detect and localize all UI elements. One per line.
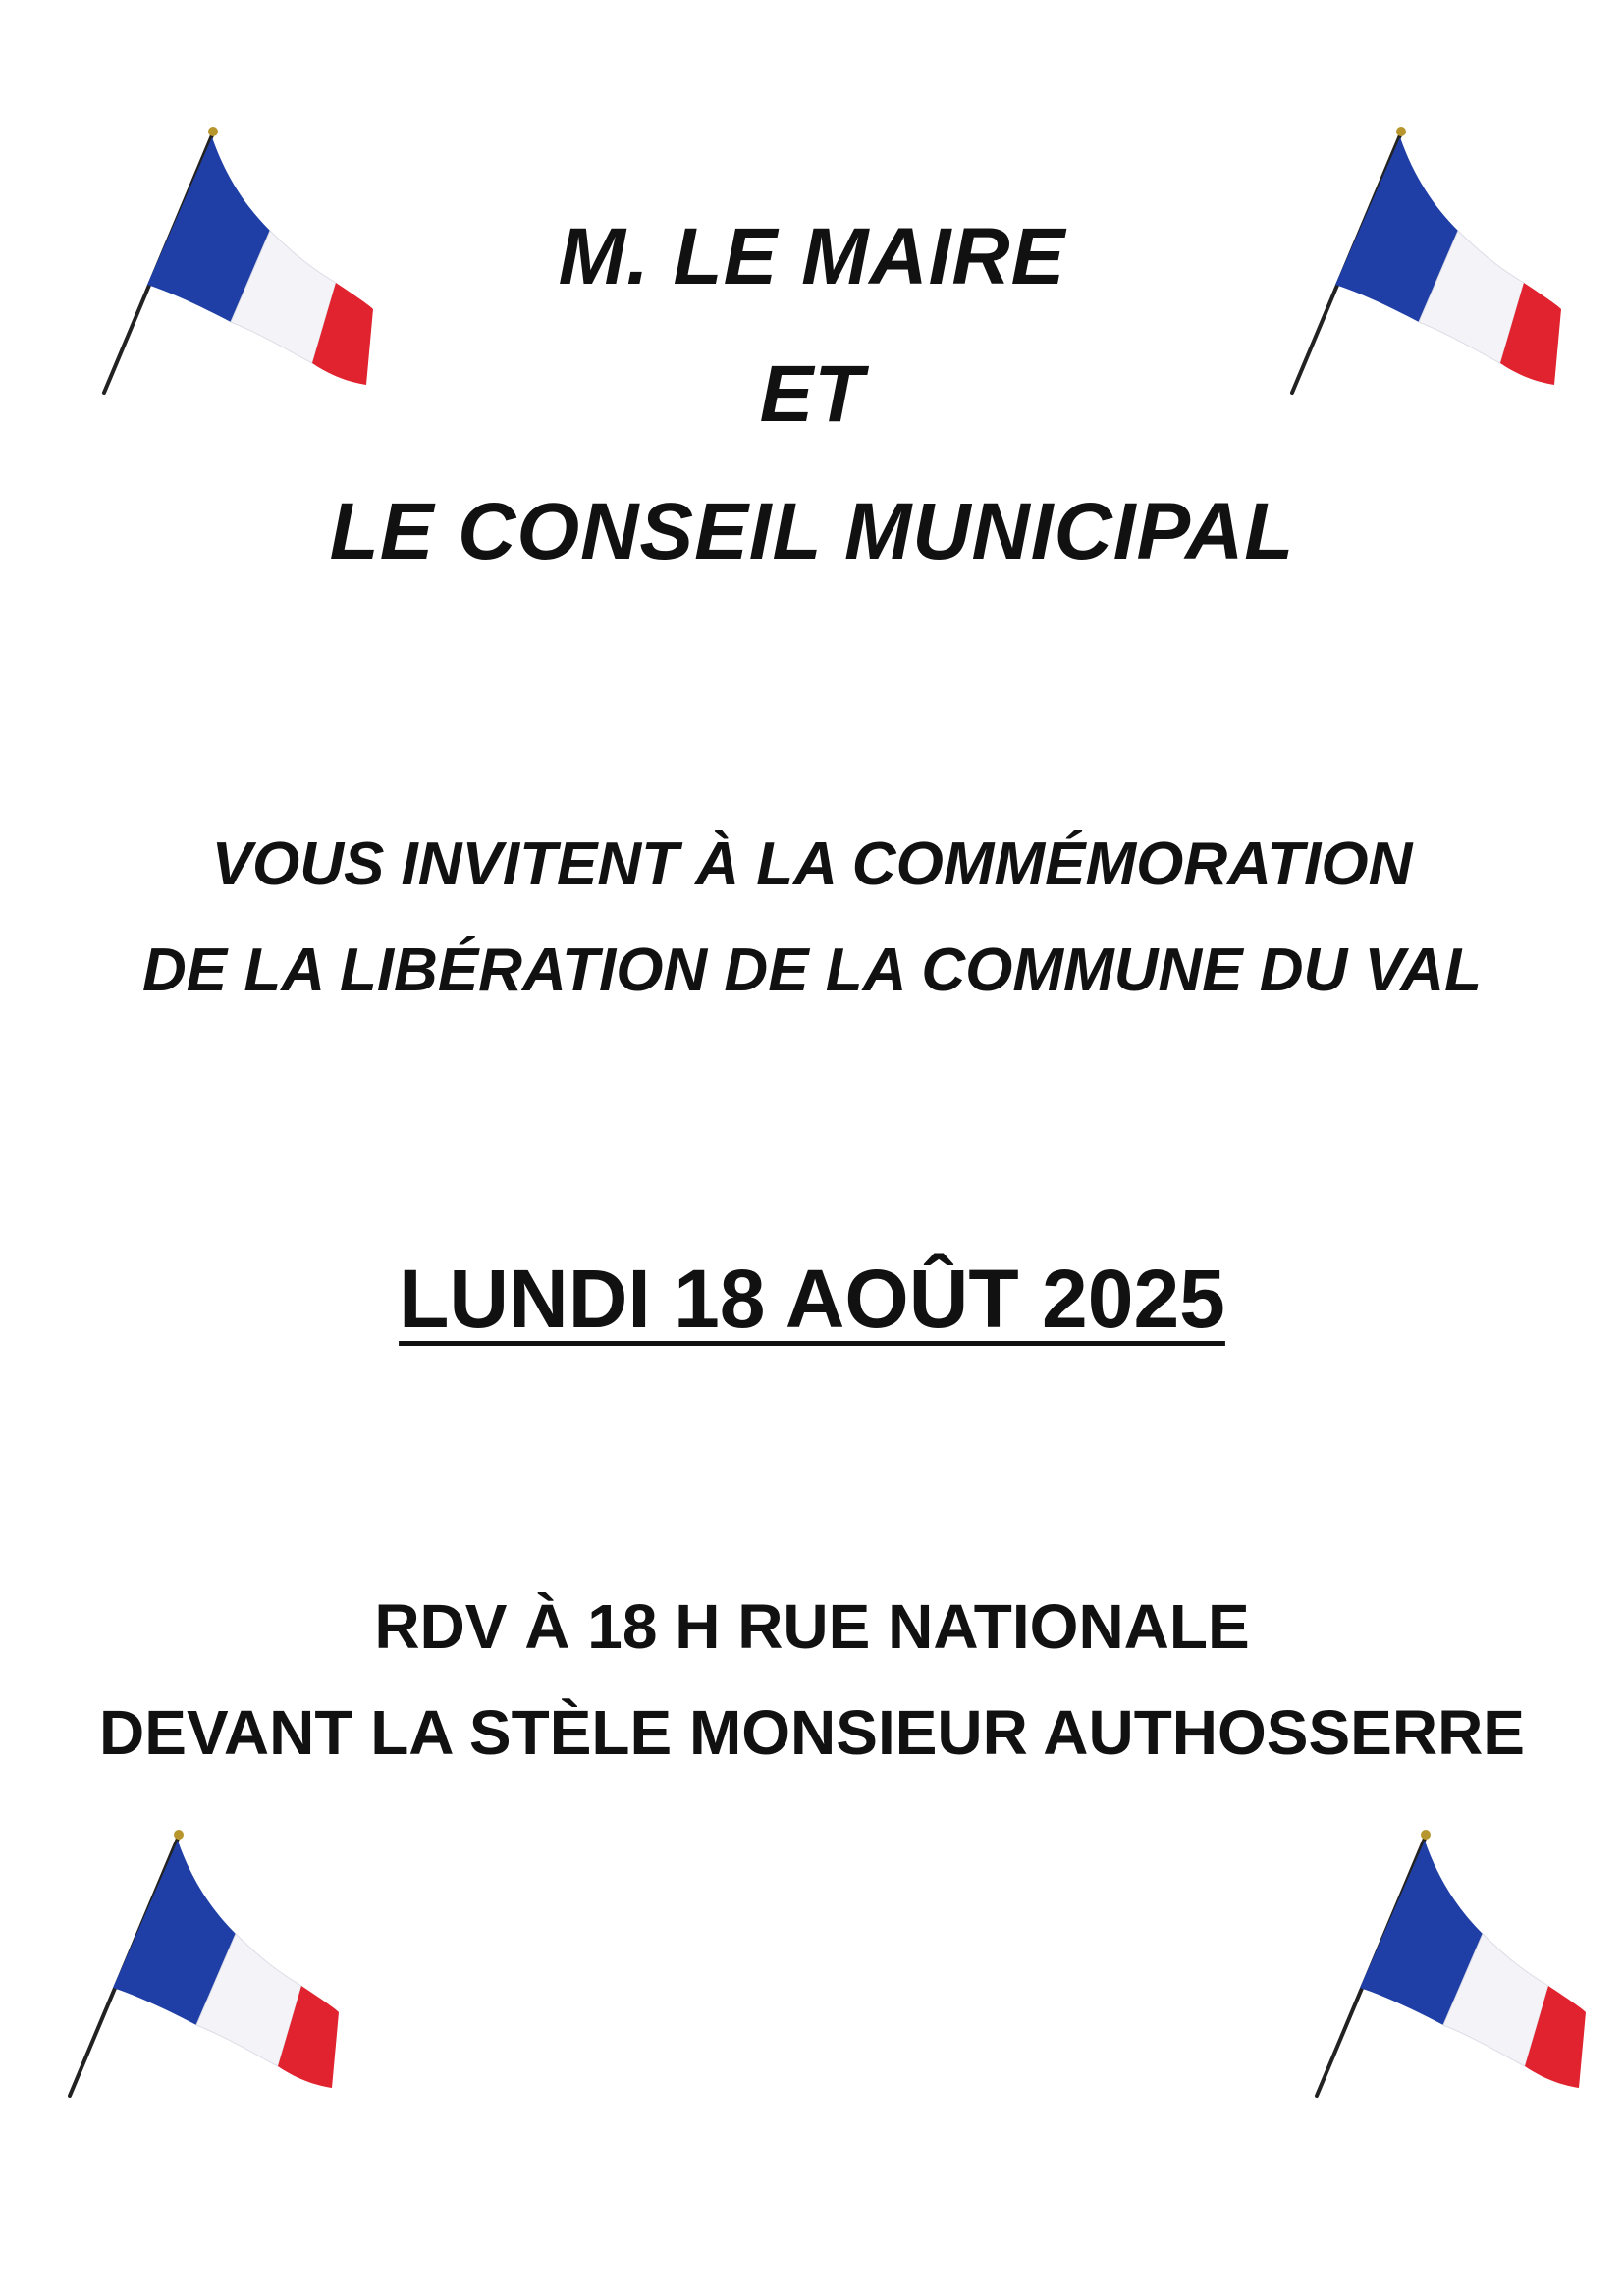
french-flag-icon bbox=[1301, 1801, 1596, 2115]
invitation-line-2: DE LA LIBÉRATION DE LA COMMUNE DU VAL bbox=[142, 936, 1482, 1004]
location-line-1: RDV À 18 H RUE NATIONALE bbox=[374, 1591, 1250, 1662]
location-line-2: DEVANT LA STÈLE MONSIEUR AUTHOSSERRE bbox=[99, 1697, 1525, 1768]
french-flag-icon bbox=[54, 1801, 349, 2115]
invitation-line-1: VOUS INVITENT À LA COMMÉMORATION bbox=[211, 830, 1413, 898]
header-line-mayor: M. LE MAIRE bbox=[558, 212, 1066, 301]
header-line-council: LE CONSEIL MUNICIPAL bbox=[329, 487, 1295, 576]
header-line-and: ET bbox=[759, 349, 865, 439]
event-date: LUNDI 18 AOÛT 2025 bbox=[399, 1253, 1225, 1345]
